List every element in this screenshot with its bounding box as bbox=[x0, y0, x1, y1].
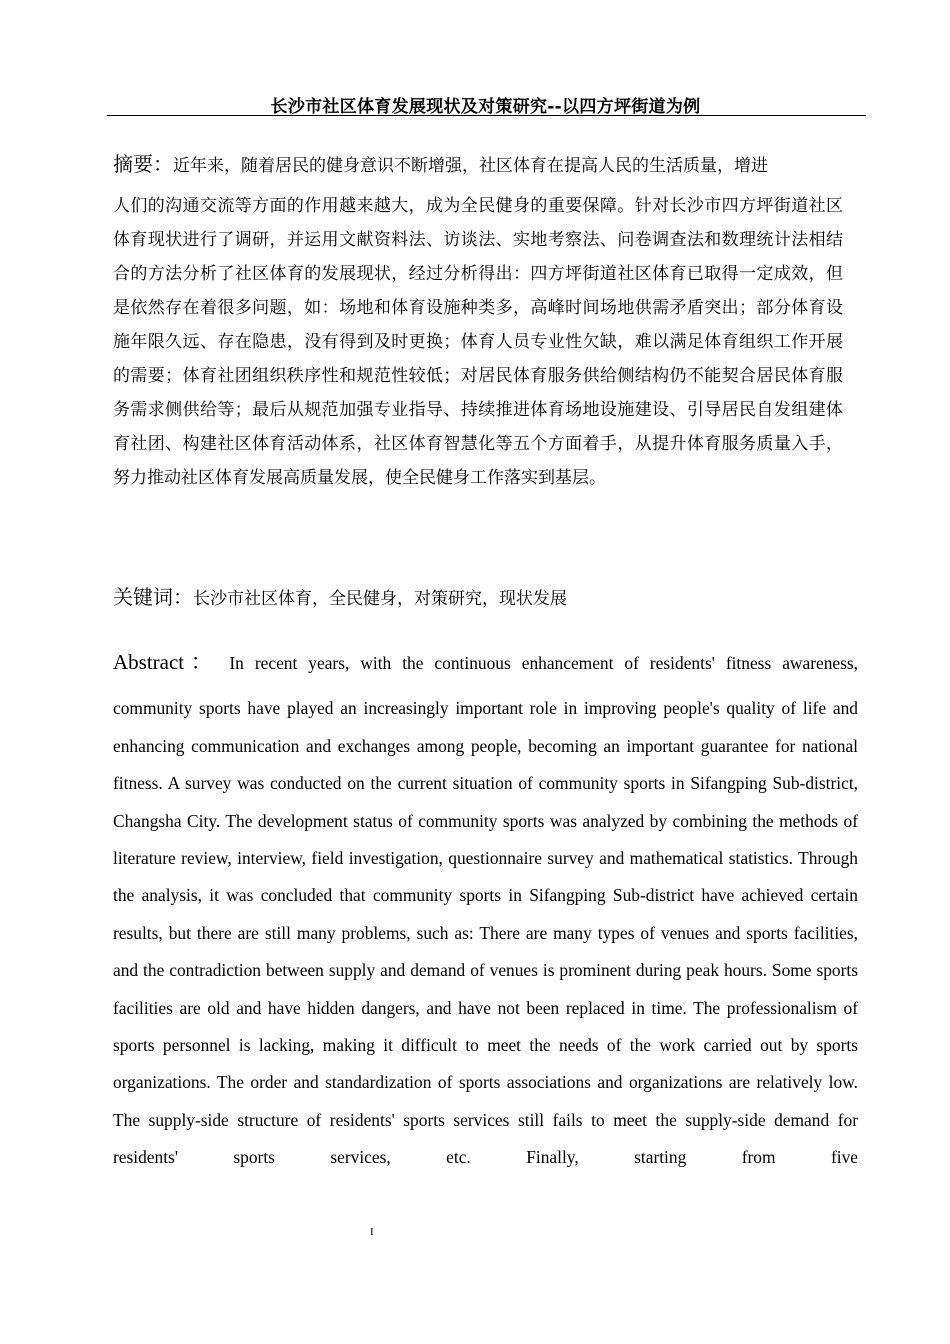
keywords-cn-text: 长沙市社区体育，全民健身，对策研究，现状发展 bbox=[193, 589, 567, 609]
abstract-cn-first-text: 近年来，随着居民的健身意识不断增强，社区体育在提高人民的生活质量，增进 bbox=[173, 156, 768, 176]
keywords-cn bbox=[113, 582, 853, 614]
header-rule bbox=[107, 115, 866, 116]
keywords-cn-label: 关键词： bbox=[113, 585, 193, 609]
page-number: I bbox=[370, 1226, 374, 1238]
abstract-cn-first-line bbox=[113, 147, 843, 183]
abstract-en-first-text: In recent years, with the continuous enhancement of residents' fitness awareness, bbox=[229, 653, 858, 673]
abstract-en-body: community sports have played an increasingly important role in improving people's quality of life and enhancing communication and exchanges among people, becoming an important guarantee for national fitness. A survey was conducted on the current situation of community sports in Sifangping Sub-district, Changsha City. The development status of community sports was analyzed by combining the methods of literature review, interview, field investigation, questionnaire survey and mathematical statistics. Through the analysis, it was concluded that community sports in Sifangping Sub-district have achieved certain results, but there are still many problems, such as: There are many types of venues and sports facilities, and the contradiction between supply and demand of venues is prominent during peak hours. Some sports facilities are old and have hidden dangers, and have not been replaced in time. The professionalism of sports personnel is lacking, making it difficult to meet the needs of the work carried out by sports organizations. The order and standardization of sports associations and organizations are relatively low. The supply-side structure of residents' sports services still fails to meet the supply-side demand for residents' sports services, etc. Finally, starting from five bbox=[113, 698, 858, 1168]
abstract-en-first-line bbox=[113, 644, 858, 682]
abstract-cn bbox=[113, 147, 843, 495]
running-header-title: 长沙市社区体育发展现状及对策研究--以四方坪街道为例 bbox=[270, 97, 701, 117]
abstract-en bbox=[113, 644, 858, 1177]
abstract-en-label: Abstract： bbox=[113, 650, 219, 674]
abstract-cn-body: 人们的沟通交流等方面的作用越来越大，成为全民健身的重要保障。针对长沙市四方坪街道社区体育现状进行了调研，并运用文献资料法、访谈法、实地考察法、问卷调查法和数理统计法相结合的方法分析了社区体育的发展现状，经过分析得出：四方坪街道社区体育已取得一定成效，但是依然存在着很多问题，如：场地和体育设施种类多，高峰时间场地供需矛盾突出；部分体育设施年限久远、存在隐患，没有得到及时更换；体育人员专业性欠缺，难以满足体育组织工作开展的需要；体育社团组织秩序性和规范性较低；对居民体育服务供给侧结构仍不能契合居民体育服务需求侧供给等；最后从规范加强专业指导、持续推进体育场地设施建设、引导居民自发组建体育社团、构建社区体育活动体系，社区体育智慧化等五个方面着手，从提升体育服务质量入手，努力推动社区体育发展高质量发展，使全民健身工作落实到基层。 bbox=[113, 196, 843, 488]
abstract-cn-label: 摘要： bbox=[113, 152, 173, 176]
